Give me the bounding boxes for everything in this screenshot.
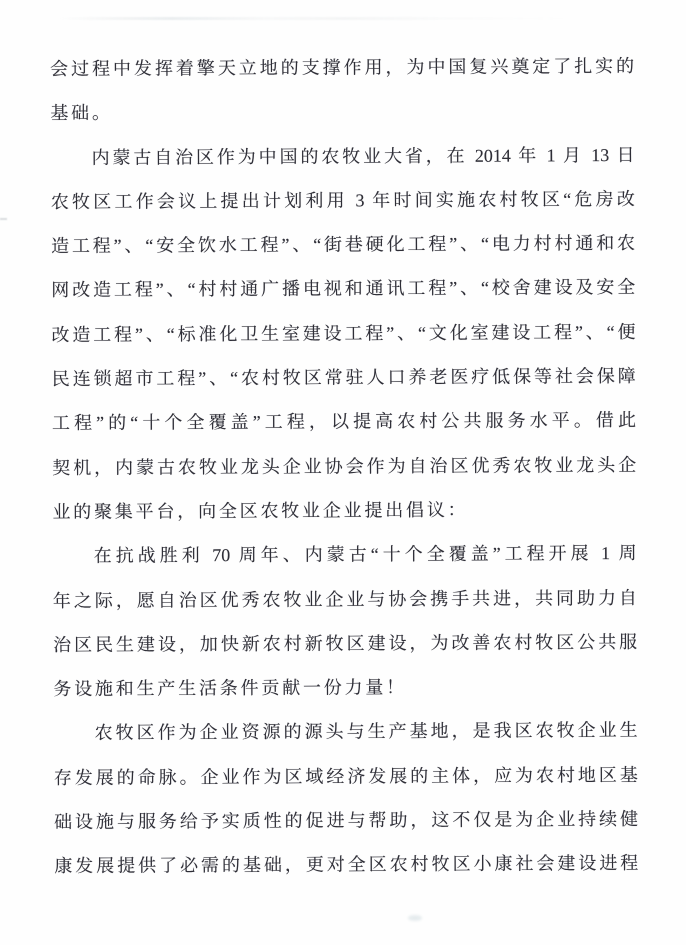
text-line: 内蒙古自治区作为中国的农牧业大省，在 2014 年 1 月 13 日 [91, 144, 635, 168]
text-line: 会过程中发挥着擎天立地的支撑作用，为中国复兴奠定了扎实的 [50, 55, 635, 79]
text-line: 改造工程”、“标准化卫生室建设工程”、“文化室建设工程”、“便 [51, 321, 636, 345]
scan-tick-left-margin [0, 218, 7, 220]
text-line: 康发展提供了必需的基础，更对全区农村牧区小康社会建设进程 [54, 853, 639, 877]
text-line: 农牧区工作会议上提出计划利用 3 年时间实施农村牧区“危房改 [50, 188, 635, 212]
text-line: 契机，内蒙古农牧业龙头企业协会作为自治区优秀农牧业龙头企 [52, 454, 637, 478]
text-line: 造工程”、“安全饮水工程”、“街巷硬化工程”、“电力村村通和农 [50, 233, 636, 257]
scan-speck-bottom [408, 915, 422, 921]
text-line: 业的聚集平台，向全区农牧业企业提出倡议： [52, 499, 469, 522]
text-line: 基础。 [50, 102, 113, 124]
text-line: 工程”的“十个全覆盖”工程，以提高农村公共服务水平。借此 [51, 410, 637, 434]
text-line: 治区民生建设，加快新农村新牧区建设，为改善农村牧区公共服 [53, 631, 638, 655]
text-line: 础设施与服务给予实质性的促进与帮助，这不仅是为企业持续健 [54, 808, 639, 833]
text-line: 民连锁超市工程”、“农村牧区常驻人口养老医疗低保等社会保障 [51, 366, 636, 390]
scan-smudge-top [58, 17, 578, 20]
text-line: 农牧区作为企业资源的源头与生产基地，是我区农牧企业生 [94, 720, 638, 744]
text-line: 在抗战胜利 70 周年、内蒙古“十个全覆盖”工程开展 1 周 [93, 543, 637, 567]
text-line: 存发展的命脉。企业作为区域经济发展的主体，应为农村地区基 [53, 764, 638, 788]
text-line: 年之际，愿自治区优秀农牧业企业与协会携手共进，共同助力自 [52, 587, 637, 611]
document-text-block [50, 44, 638, 889]
text-line: 网改造工程”、“村村通广播电视和通讯工程”、“校舍建设及安全 [51, 277, 636, 301]
text-line: 务设施和生产生活条件贡献一份力量！ [53, 677, 408, 700]
